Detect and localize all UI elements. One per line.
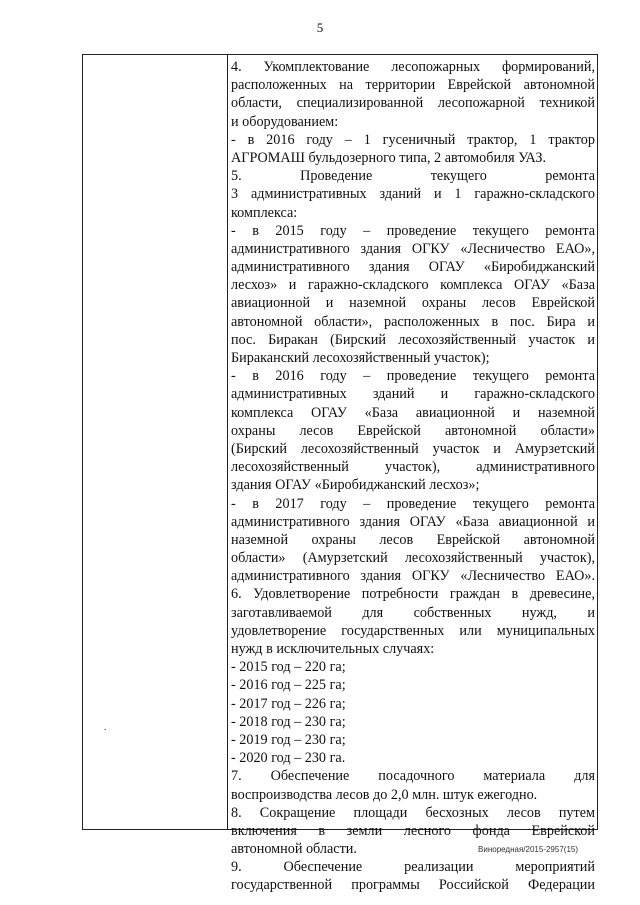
text-line: 8. Сокращение площади бесхозных лесов путем [231,804,595,821]
table-left-cell [83,55,227,829]
text-line: автономной области», расположенных в пос. Бира и [231,313,595,330]
text-line: - в 2015 году – проведение текущего ремонта [231,222,595,239]
text-line: нужд в исключительных случаях: [231,641,435,657]
footer-document-code: Виноредная/2015-2957(15) [478,845,578,854]
text-line: области, специализированной лесопожарной техникой [231,95,595,112]
text-line: 4. Укомплектование лесопожарных формирований, [231,59,595,75]
text-line: государственной программы Российской Федерации [231,877,595,894]
text-line: комплекса: [231,204,298,221]
text-line: комплекса ОГАУ «База авиационной и наземной [231,404,595,421]
text-line: - в 2016 году – проведение текущего ремонта [231,368,595,385]
text-line: 7. Обеспечение посадочного материала для [231,768,595,785]
text-line: удовлетворение государственных или муниципальных [231,622,595,639]
column-divider [227,55,228,829]
text-line: административных зданий и гаражно-складского [231,386,595,403]
text-line: Бираканский лесохозяйственный участок); [231,350,490,366]
text-line: наземной охраны лесов Еврейской автономной [231,531,595,548]
text-line: АГРОМАШ бульдозерного типа, 2 автомобиля УАЗ. [231,149,547,166]
text-line: пос. Биракан (Бирский лесохозяйственный участок и [231,331,595,348]
text-line: - в 2016 году – 1 гусеничный трактор, 1 трактор [231,131,595,148]
text-line: - 2019 год – 230 га; [231,731,346,748]
text-line: 3 административных зданий и 1 гаражно-складского [231,186,595,203]
page-number: 5 [316,20,324,35]
text-line: лесохозяйственный участок), административного [231,459,595,476]
text-line: административного здания ОГКУ «Лесничество ЕАО». [231,568,595,585]
text-line: административного здания ОГКУ «Лесничество ЕАО», [231,240,595,257]
text-line: области» (Амурзетский лесохозяйственный участок), [231,550,595,567]
text-line: - 2018 год – 230 га; [231,713,346,730]
text-line: административного здания ОГАУ «База авиационной и [231,513,595,530]
text-line: лесхоз» и гаражно-складского комплекса ОГАУ «База [231,277,595,294]
text-line: авиационной и наземной охраны лесов Еврейской [231,295,595,312]
text-line: - в 2017 году – проведение текущего ремонта [231,495,595,512]
text-line: 6. Удовлетворение потребности граждан в древесине, [231,586,595,603]
text-line: - 2020 год – 230 га. [231,750,346,767]
text-line: административного здания ОГАУ «Биробиджанский [231,259,595,276]
text-line: 9. Обеспечение реализации мероприятий [231,859,595,876]
text-line: - 2016 год – 225 га; [231,677,346,694]
text-line: - 2015 год – 220 га; [231,659,346,676]
text-line: охраны лесов Еврейской автономной области» [231,422,595,439]
text-line: 5. Проведение текущего ремонта [231,168,595,185]
text-line: автономной области. [231,841,357,858]
text-line: воспроизводства лесов до 2,0 млн. штук ежегодно. [231,786,538,803]
text-line: заготавливаемой для собственных нужд, и [231,604,595,621]
text-line: расположенных на территории Еврейской автономной [231,77,595,94]
text-line: здания ОГАУ «Биробиджанский лесхоз»; [231,477,480,494]
text-line: включения в земли лесного фонда Еврейской [231,822,595,839]
stray-mark: . [104,722,107,732]
text-line: и оборудованием: [231,113,339,130]
text-line: - 2017 год – 226 га; [231,695,346,712]
text-line: (Бирский лесохозяйственный участок и Амурзетский [231,440,595,457]
